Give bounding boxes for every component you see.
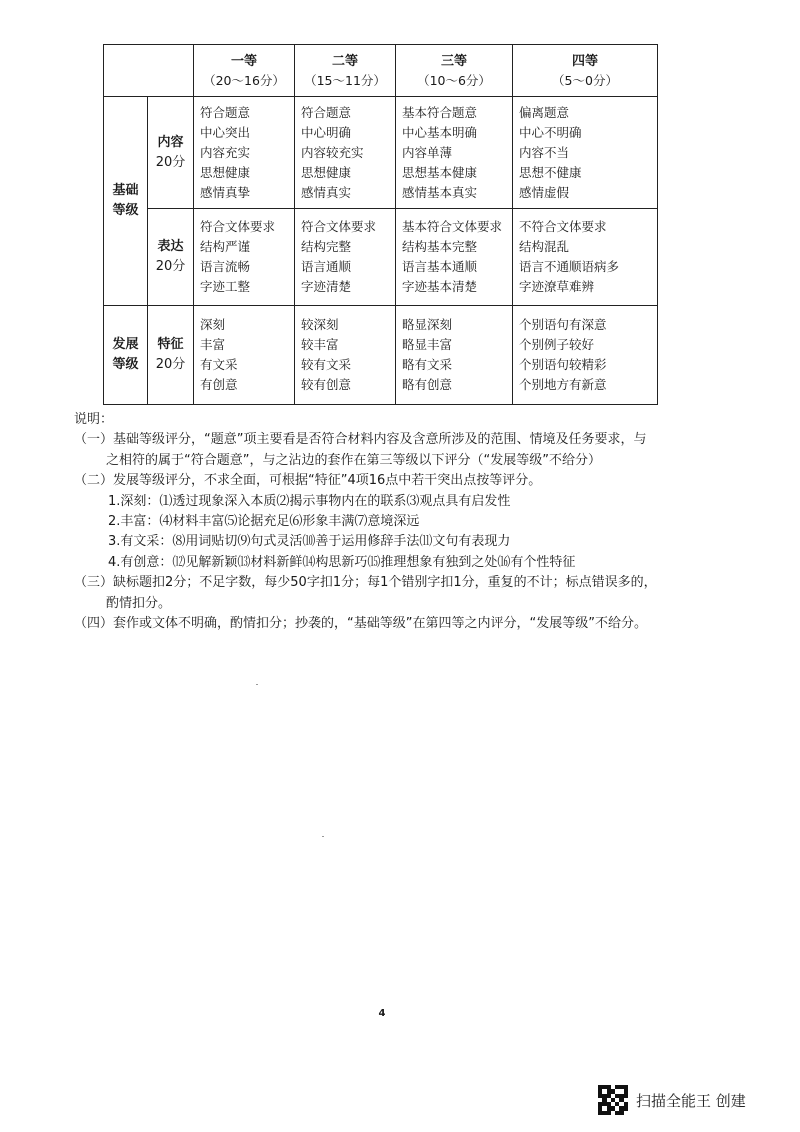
feature-grade-2: 较深刻 较丰富 较有文采 较有创意: [295, 306, 396, 405]
content-grade-2: 符合题意 中心明确 内容较充实 思想健康 感情真实: [295, 97, 396, 209]
content-row: [104, 97, 658, 209]
expression-grade-2: 符合文体要求 结构完整 语言通顺 字迹清楚: [295, 209, 396, 306]
note-1-line-1: （一）基础等级评分，“题意”项主要看是否符合材料内容及含意所涉及的范围、情境及任务要求，与: [74, 432, 647, 448]
notes-section: [74, 410, 734, 634]
note-2-item: 2.丰富：⑷材料丰富⑸论据充足⑹形象丰满⑺意境深远: [108, 514, 420, 530]
note-2-line-1: （二）发展等级评分，不求全面，可根据“特征”4项16点中若干突出点按等评分。: [74, 473, 542, 489]
header-row: [104, 45, 658, 97]
note-3-line-2: 酌情扣分。: [106, 595, 172, 611]
scan-speck: [256, 684, 258, 685]
scan-speck: [322, 836, 324, 837]
grade-header-3: 三等 （10～6分）: [396, 45, 513, 97]
scanner-watermark: [598, 1085, 746, 1115]
content-subcategory: 内容 20分: [148, 97, 194, 209]
note-4-line-1: （四）套作或文体不明确，酌情扣分；抄袭的，“基础等级”在第四等之内评分，“发展等级”不给分。: [74, 616, 647, 632]
expression-grade-1: 符合文体要求 结构严谨 语言流畅 字迹工整: [194, 209, 295, 306]
expression-grade-4: 不符合文体要求 结构混乱 语言不通顺语病多 字迹潦草难辨: [513, 209, 658, 306]
feature-subcategory: 特征 20分: [148, 306, 194, 405]
note-2-item: 1.深刻：⑴透过现象深入本质⑵揭示事物内在的联系⑶观点具有启发性: [108, 493, 511, 509]
note-1-line-2: 之相符的属于“符合题意”，与之沾边的套作在第三等级以下评分（“发展等级”不给分）: [106, 452, 601, 468]
expression-subcategory: 表达 20分: [148, 209, 194, 306]
grade-header-1: 一等 （20～16分）: [194, 45, 295, 97]
watermark-text: 扫描全能王 创建: [636, 1091, 746, 1110]
grade-header-2: 二等 （15～11分）: [295, 45, 396, 97]
expression-row: [104, 209, 658, 306]
corner-cell: [104, 45, 194, 97]
content-grade-1: 符合题意 中心突出 内容充实 思想健康 感情真挚: [194, 97, 295, 209]
note-2-item: 4.有创意：⑿见解新颖⒀材料新鲜⒁构思新巧⒂推理想象有独到之处⒃有个性特征: [108, 554, 576, 570]
content-grade-4: 偏离题意 中心不明确 内容不当 思想不健康 感情虚假: [513, 97, 658, 209]
basic-level-category: 基础 等级: [104, 97, 148, 306]
feature-grade-3: 略显深刻 略显丰富 略有文采 略有创意: [396, 306, 513, 405]
feature-grade-1: 深刻 丰富 有文采 有创意: [194, 306, 295, 405]
feature-grade-4: 个别语句有深意 个别例子较好 个别语句较精彩 个别地方有新意: [513, 306, 658, 405]
note-3-line-1: （三）缺标题扣2分；不足字数，每少50字扣1分；每1个错别字扣1分，重复的不计；标点错误多的，: [74, 575, 657, 591]
qr-code-icon: [598, 1085, 628, 1115]
content-grade-3: 基本符合题意 中心基本明确 内容单薄 思想基本健康 感情基本真实: [396, 97, 513, 209]
expression-grade-3: 基本符合文体要求 结构基本完整 语言基本通顺 字迹基本清楚: [396, 209, 513, 306]
development-level-category: 发展 等级: [104, 306, 148, 405]
scoring-rubric-table: [103, 44, 658, 405]
grade-header-4: 四等 （5～0分）: [513, 45, 658, 97]
page-number: 4: [378, 1008, 386, 1019]
feature-row: [104, 306, 658, 405]
notes-title: 说明：: [74, 412, 114, 427]
note-2-item: 3.有文采：⑻用词贴切⑼句式灵活⑽善于运用修辞手法⑾文句有表现力: [108, 534, 511, 550]
